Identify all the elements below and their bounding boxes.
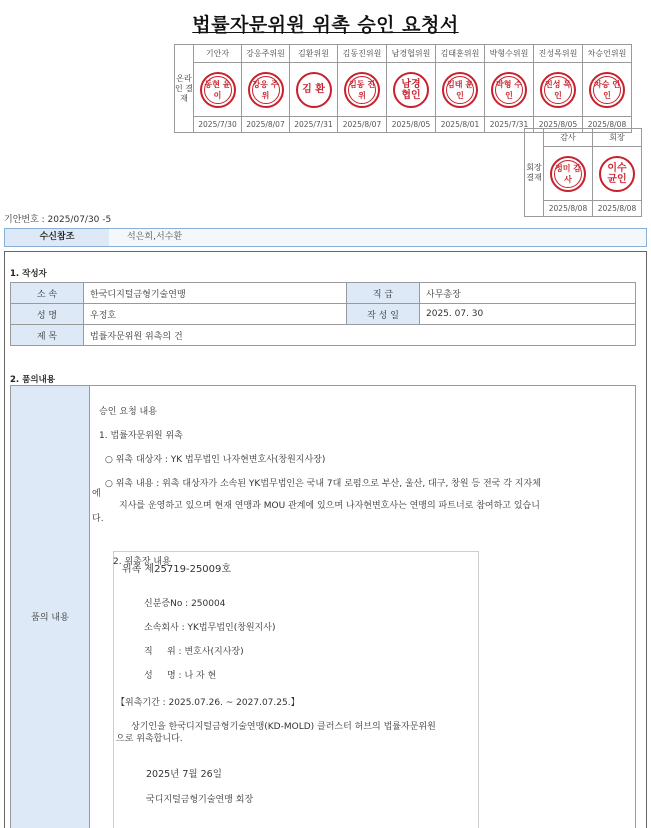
certificate-box <box>113 551 479 828</box>
approval-seal: 동현 윤이 <box>200 72 236 108</box>
approval-date: 2025/8/05 <box>534 117 583 133</box>
approval-seal: 차승 언인 <box>589 72 625 108</box>
body-line: 승인 요청 내용 <box>99 407 157 417</box>
certificate-period: 【위촉기간 : 2025.07.26. ~ 2027.07.25.】 <box>116 698 300 708</box>
subject-value: 법률자문위원 위촉의 건 <box>84 325 636 346</box>
approval-date: 2025/8/08 <box>583 117 632 133</box>
approval-header: 남경협위원 <box>387 45 436 63</box>
section-body-heading: 2. 품의내용 <box>10 375 55 385</box>
approval-side-label: 온라인 결재 <box>175 45 194 133</box>
approval-seal: 정미 감사 <box>550 156 586 192</box>
approval-header: 기안자 <box>194 45 242 63</box>
approval-seal: 김태 훈인 <box>442 72 478 108</box>
approval-seal: 강응 주위 <box>248 72 284 108</box>
approval-date: 2025/8/01 <box>436 117 485 133</box>
certificate-position: 직 위 : 변호사(지사장) <box>144 647 244 657</box>
certificate-date: 2025년 7월 26일 <box>146 769 222 780</box>
approval-date: 2025/8/07 <box>338 117 387 133</box>
approval-header: 김동진위원 <box>338 45 387 63</box>
certificate-issuer: 국디지털금형기술연맹 회장 <box>146 795 254 805</box>
approval-date: 2025/8/08 <box>593 201 642 217</box>
approval-seal: 박형 수인 <box>491 72 527 108</box>
recipients-label: 수신참조 <box>5 229 109 246</box>
body-label-cell <box>11 386 90 828</box>
certificate-number: 위촉 제25719-25009호 <box>122 564 232 575</box>
author-table <box>10 282 636 346</box>
approval-seal: 이수 균인 <box>599 156 635 192</box>
approval-seal: 김동 진위 <box>344 72 380 108</box>
approval-header: 박형수위원 <box>485 45 534 63</box>
body-line: ○ 위촉 대상자 : YK 법무법인 나자현변호사(창원지사장) <box>105 455 326 465</box>
org-label: 소 속 <box>11 283 84 304</box>
certificate-company: 소속회사 : YK법무법인(창원지사) <box>144 623 276 633</box>
approval-date: 2025/7/31 <box>290 117 338 133</box>
approval-header: 감사 <box>544 129 593 147</box>
approval-header: 진성목위원 <box>534 45 583 63</box>
body-label: 품의 내용 <box>31 613 69 623</box>
body-line: 에 <box>92 489 101 499</box>
approval-seal: 진성 목인 <box>540 72 576 108</box>
body-line: 1. 법률자문위원 위촉 <box>99 431 183 441</box>
subject-label: 제 목 <box>11 325 84 346</box>
certificate-text: 상기인을 한국디지털금형기술연맹(KD-MOLD) 클러스터 허브의 법률자문위원 <box>131 722 436 732</box>
certificate-person: 성 명 : 나 자 현 <box>144 671 217 681</box>
org-value: 한국디지털금형기술연맹 <box>84 283 347 304</box>
approval-header: 김환위원 <box>290 45 338 63</box>
body-line: ○ 위촉 내용 : 위촉 대상자가 소속된 YK법무법인은 국내 7대 로펌으로 부산, 울산, 대구, 창원 등 전국 각 지자체 <box>105 479 541 489</box>
date-value: 2025. 07. 30 <box>420 304 636 325</box>
approval-header: 회장 <box>593 129 642 147</box>
approval-seal: 남경 협인 <box>393 72 429 108</box>
name-label: 성 명 <box>11 304 84 325</box>
body-line: 지사를 운영하고 있으며 현재 연맹과 MOU 관계에 있으며 나자현변호사는 연맹의 파트너로 참여하고 있습니 <box>119 501 540 511</box>
name-value: 우정호 <box>84 304 347 325</box>
section-author-heading: 1. 작성자 <box>10 269 47 279</box>
certificate-id: 신분증No : 250004 <box>144 599 226 609</box>
approval-date: 2025/8/07 <box>242 117 290 133</box>
body-line: 다. <box>92 514 104 524</box>
body-line: 2. 위촉장 내용 <box>113 557 171 567</box>
page-title: 법률자문위원 위촉 승인 요청서 <box>192 14 459 36</box>
approval-date: 2025/8/05 <box>387 117 436 133</box>
approval-date: 2025/7/31 <box>485 117 534 133</box>
approval-header: 강응주위원 <box>242 45 290 63</box>
approval-date: 2025/7/30 <box>194 117 242 133</box>
recipients-value: 석은희,서수환 <box>127 232 183 242</box>
approval-seal: 김 환 <box>296 72 332 108</box>
certificate-text: 으로 위촉합니다. <box>116 734 183 744</box>
approval-side-label: 회장 결재 <box>525 129 544 217</box>
rank-label: 직 급 <box>347 283 420 304</box>
date-label: 작 성 일 <box>347 304 420 325</box>
approval-header: 김태훈위원 <box>436 45 485 63</box>
recipients-bar <box>4 228 647 247</box>
approval-header: 차승언위원 <box>583 45 632 63</box>
document-number: 기안번호 : 2025/07/30 -5 <box>4 215 112 225</box>
rank-value: 사무총장 <box>420 283 636 304</box>
approval-date: 2025/8/08 <box>544 201 593 217</box>
approval-table-president <box>524 128 642 217</box>
approval-table-committee <box>174 44 632 133</box>
